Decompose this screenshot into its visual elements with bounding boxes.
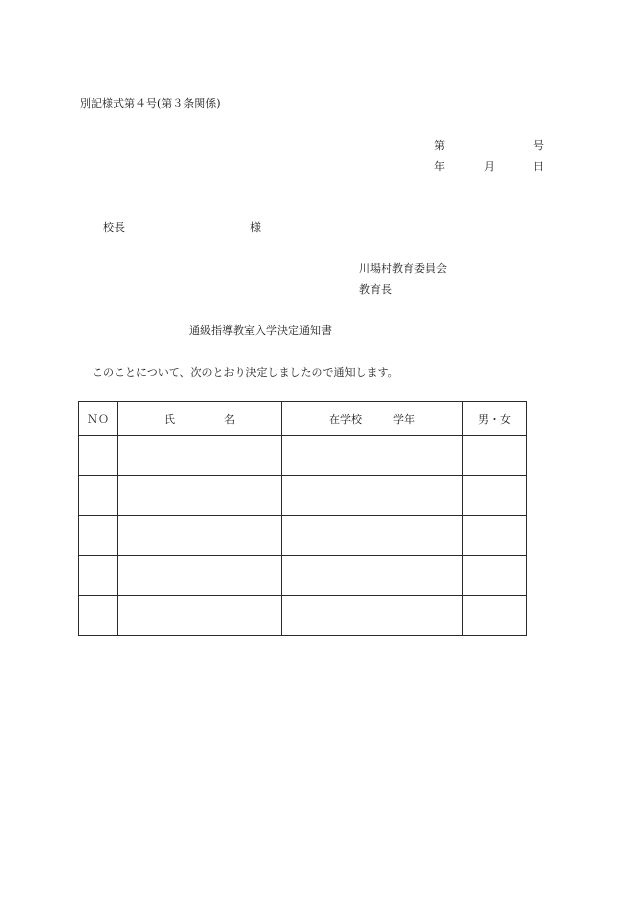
body-text: このことについて、次のとおり決定しましたので通知します。 [92,366,399,379]
header-grade: 学年 [393,412,415,426]
cell-name [118,436,282,476]
header-school: 在学校 [329,412,362,426]
cell-no [79,436,118,476]
addressee-title: 校長 [103,221,125,234]
document-number-prefix: 第 [434,139,445,152]
cell-school-grade [282,516,463,556]
cell-name [118,596,282,636]
date-month: 月 [484,160,495,173]
cell-name [118,556,282,596]
cell-name [118,516,282,556]
cell-no [79,476,118,516]
form-label: 別記様式第４号(第３条関係) [80,97,221,110]
table-header-row [79,402,527,436]
header-gender: 男・女 [463,402,527,436]
cell-no [79,516,118,556]
header-name-second: 名 [224,412,235,426]
header-no: ＮＯ [79,402,118,436]
cell-school-grade [282,596,463,636]
cell-school-grade [282,556,463,596]
header-name-first: 氏 [164,412,175,426]
date-year: 年 [434,160,445,173]
cell-name [118,476,282,516]
cell-gender [463,436,527,476]
cell-school-grade [282,436,463,476]
sender-position: 教育長 [359,283,392,296]
header-school-grade [282,402,463,436]
cell-gender [463,476,527,516]
table-row [79,596,527,636]
cell-no [79,556,118,596]
cell-school-grade [282,476,463,516]
table-row [79,436,527,476]
table-row [79,476,527,516]
header-name [118,402,282,436]
cell-no [79,596,118,636]
student-table [78,401,527,636]
document-title: 通級指導教室入学決定通知書 [189,324,332,337]
cell-gender [463,516,527,556]
cell-gender [463,556,527,596]
cell-gender [463,596,527,636]
date-day: 日 [533,160,544,173]
addressee-honorific: 様 [250,221,261,234]
table-row [79,516,527,556]
document-number-suffix: 号 [533,139,544,152]
sender-organization: 川場村教育委員会 [359,262,447,275]
table-row [79,556,527,596]
